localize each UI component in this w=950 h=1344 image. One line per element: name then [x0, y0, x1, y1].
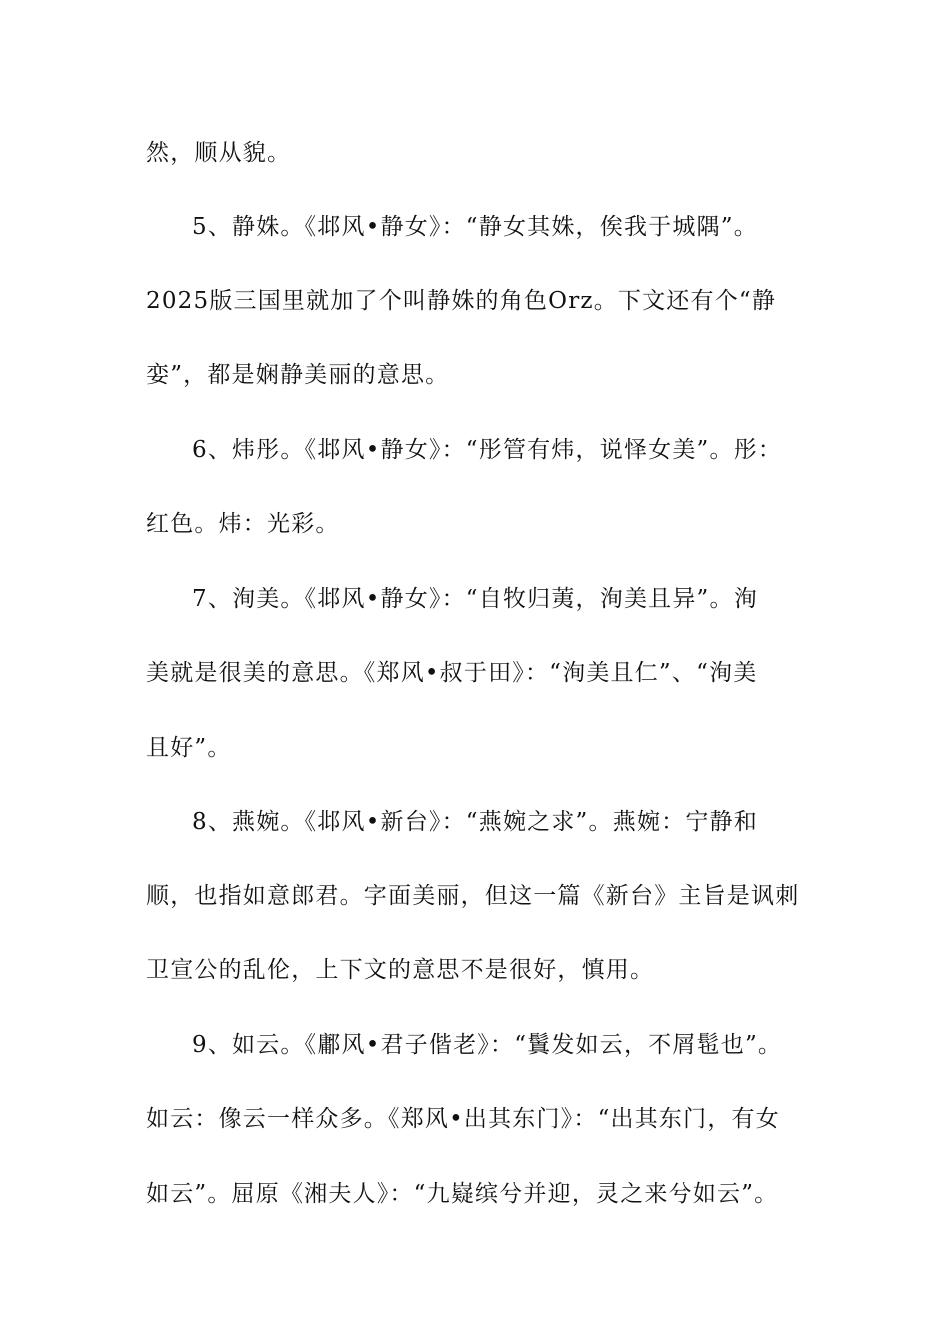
text-line: 卫宣公的乱伦，上下文的意思不是很好，慎用。	[146, 957, 655, 983]
text-line: 红色。炜：光彩。	[146, 511, 340, 537]
text-line: 7、洵美。《邶风•静女》：“自牧归荑，洵美且异”。洵	[192, 586, 758, 612]
text-line: 2025版三国里就加了个叫静姝的角色Orz。下文还有个“静	[146, 288, 777, 314]
text-line: 5、静姝。《邶风•静女》：“静女其姝，俟我于城隅”。	[192, 214, 758, 240]
text-line: 如云”。屈原《湘夫人》：“九嶷缤兮并迎，灵之来兮如云”。	[146, 1181, 779, 1207]
text-line: 美就是很美的意思。《郑风•叔于田》：“洵美且仁”、“洵美	[146, 660, 758, 686]
text-line: 8、燕婉。《邶风•新台》：“燕婉之求”。燕婉：宁静和	[192, 809, 758, 835]
text-line: 顺，也指如意郎君。字面美丽，但这一篇《新台》主旨是讽刺	[146, 883, 800, 909]
text-line: 娈”，都是娴静美丽的意思。	[146, 362, 450, 388]
text-line: 如云：像云一样众多。《郑风•出其东门》：“出其东门，有女	[146, 1106, 780, 1132]
text-line: 然，顺从貌。	[146, 140, 292, 166]
text-line: 6、炜彤。《邶风•静女》：“彤管有炜，说怿女美”。彤：	[192, 437, 783, 463]
text-line: 9、如云。《鄘风•君子偕老》：“鬒发如云，不屑髢也”。	[192, 1032, 783, 1058]
text-line: 且好”。	[146, 735, 232, 761]
